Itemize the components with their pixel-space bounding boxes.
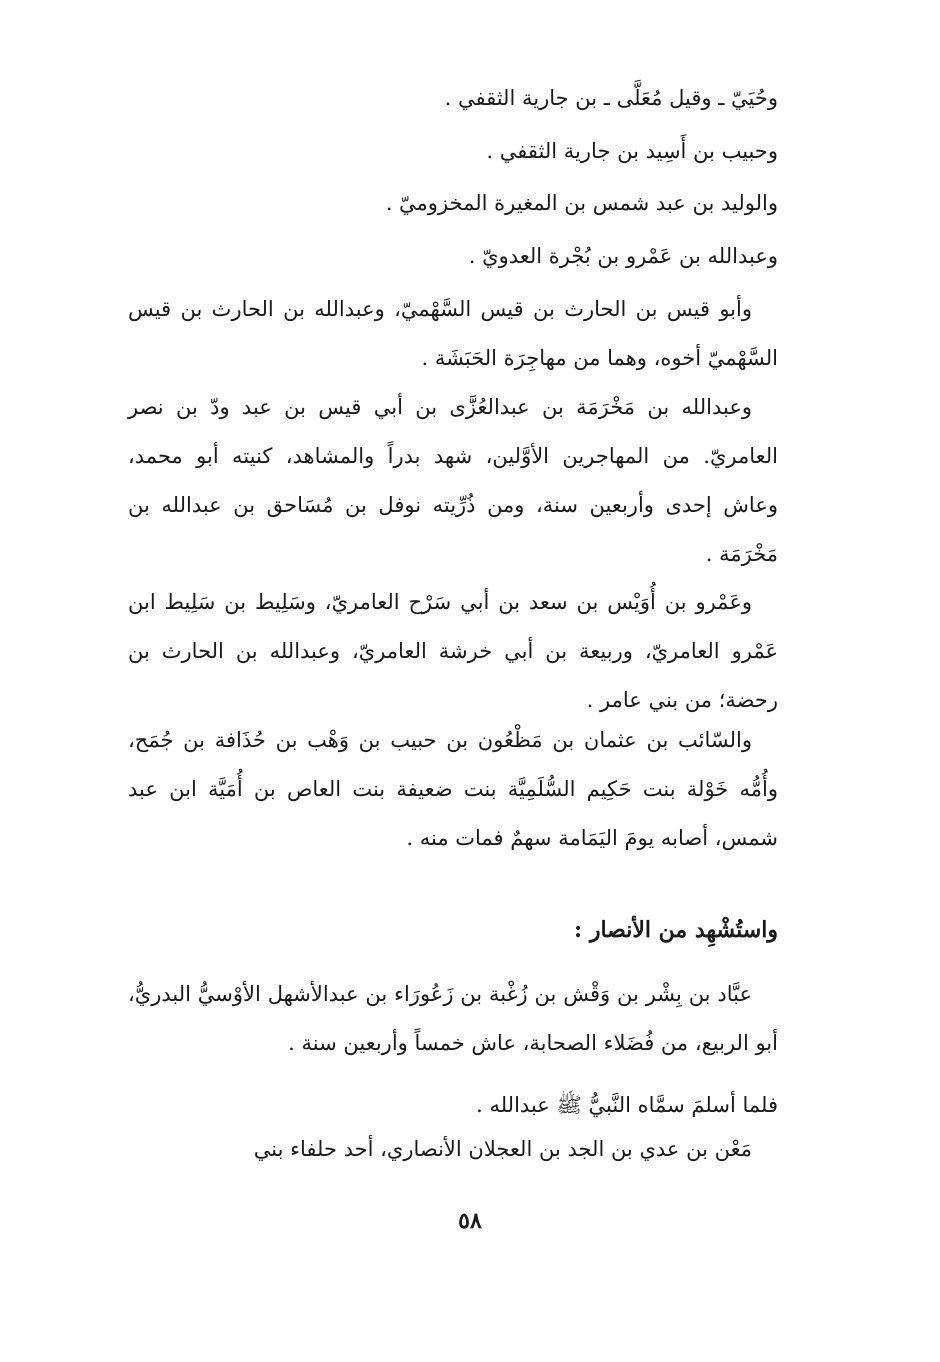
text-line-3: والوليد بن عبد شمس بن المغيرة المخزوميّ . bbox=[385, 191, 778, 215]
paragraph-text: مَعْن بن عدي بن الجد بن العجلان الأنصاري، أحد حلفاء بني bbox=[253, 1137, 752, 1161]
paragraph-saib-uthman bbox=[128, 716, 778, 863]
text-line-1: وحُيَيّ ـ وقيل مُعَلَّى ـ بن جارية الثقفي . bbox=[444, 86, 778, 110]
text-line-4: وعبدالله بن عَمْرو بن بُجْرة العدويّ . bbox=[468, 244, 778, 268]
text-line-naming: فلما أسلمَ سمَّاه النَّبيُّ ﷺ عبدالله . bbox=[476, 1093, 778, 1117]
paragraph-abdullah-makhrama bbox=[128, 383, 778, 579]
page-number: ٥٨ bbox=[458, 1208, 482, 1234]
paragraph-amr-uways bbox=[128, 578, 778, 725]
paragraph-abu-qays bbox=[128, 285, 778, 383]
paragraph-text: وأبو قيس بن الحارث بن قيس السَّهْميّ، وعبدالله بن الحارث بن قيس السَّهْميّ أخوه، وهما من مهاجِرَة الحَبَشَة . bbox=[128, 297, 778, 370]
paragraph-maan-adi bbox=[128, 1125, 778, 1174]
paragraph-text: وعَمْرو بن أُوَيْس بن سعد بن أبي سَرْح العامريّ، وسَلِيط بن سَلِيط ابن عَمْرو العامريّ، وربيعة بن أبي خرشة العامريّ، وعبدالله بن الحارث بن رحضة؛ من بني عامر . bbox=[128, 590, 778, 712]
paragraph-text: والسّائب بن عثمان بن مَظْعُون بن حبيب بن وَهْب بن حُذَافة بن جُمَح، وأُمُّه خَوْلة بنت حَكِيم السُّلَمِيَّة بنت ضعيفة بنت العاص بن أُمَيَّة ابن عبد شمس، أصابه يومَ اليَمَامة سهمٌ فمات منه . bbox=[128, 728, 778, 850]
paragraph-text: عبَّاد بن بِشْر بن وَقْش بن زُغْبة بن زَعُورَاء بن عبدالأشهل الأوْسيُّ البدريُّ، أبو الربيع، من فُضَلاء الصحابة، عاش خمساً وأربعين سنة . bbox=[128, 982, 778, 1055]
text-line-2: وحبيب بن أَسِيد بن جارية الثقفي . bbox=[486, 139, 778, 163]
paragraph-abbad-bishr bbox=[128, 970, 778, 1068]
section-heading: واستُشْهِد من الأنصار : bbox=[574, 917, 778, 943]
paragraph-text: وعبدالله بن مَخْرَمَة بن عبدالعُزَّى بن أبي قيس بن عبد ودّ بن نصر العامريّ. من المهاجرين الأوَّلين، شهد بدراً والمشاهد، كنيته أبو محمد، وعاش إحدى وأربعين سنة، ومن ذُرِّيته نوفل بن مُسَاحق بن عبدالله بن مَخْرَمَة . bbox=[128, 395, 778, 566]
